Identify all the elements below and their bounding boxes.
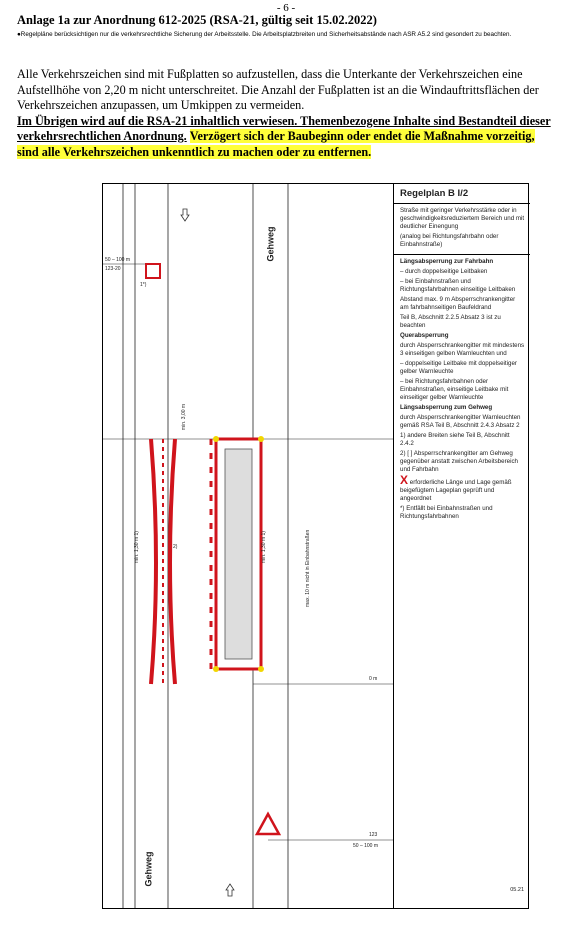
s3-heading: Längsabsperrung zum Gehweg: [400, 404, 493, 411]
s1-distance: Abstand max. 9 m Absperrschrankengitter am fahrbahnseitigen Baufeldrand: [400, 296, 516, 311]
intro-text-2: (analog bei Richtungsfahrbahn oder Einbahnstraße): [400, 233, 499, 248]
label-top-a: 50 – 100 m: [105, 257, 131, 263]
mark-2: 2): [173, 544, 178, 550]
plan-legend: [393, 184, 530, 908]
plan-version: 05.21: [510, 887, 524, 893]
legend-section-1: [394, 255, 530, 526]
gehweg-label-bottom: Gehweg: [143, 851, 154, 887]
page-number: - 6 -: [276, 2, 296, 14]
plan-drawing: [103, 184, 393, 908]
s1-heading: Längsabsperrung zur Fahrbahn: [400, 258, 494, 265]
dim-b: min. 1,30 m 1): [260, 531, 267, 563]
paragraph-signs: Alle Verkehrszeichen sind mit Fußplatten so aufzustellen, dass die Unterkante der Verkehrszeichen eine Aufstellhöhe von 2,20 m nicht unterschreitet. Die Anzahl der Fußplatten ist an die Windauftrittsflächen der Verkehrszeichen anzupassen, um Umkippen zu vermeiden.: [17, 67, 539, 113]
document-heading: Anlage 1a zur Anordnung 612-2025 (RSA-21, gültig seit 15.02.2022): [17, 13, 377, 27]
label-top-b: 123-20: [105, 266, 121, 272]
note-2: 2) [ ] Absperrschrankengitter am Gehweg gegenüber anstatt zwischen Arbeitsbereich und Fahrbahn: [400, 450, 518, 473]
underlined-text: Im Übrigen wird auf die RSA-21 inhaltlich verwiesen. Themenbezogene Inhalte sind Bestandteil dieser verkehrsrechtlichen Anordnung.: [17, 113, 551, 144]
s2-item: – bei Richtungsfahrbahnen oder Einbahnstraßen, einseitige Leitbake mit einseitiger gelber Warnleuchte: [400, 378, 509, 401]
note-4: *) Entfällt bei Einbahnstraßen und Richtungsfahrbahnen: [400, 505, 493, 520]
plan-title: Regelplan B I/2: [394, 184, 530, 204]
intro-text: Straße mit geringer Verkehrsstärke oder in geschwindigkeitsreduziertem Bereich und mit deutlicher Einengung: [400, 207, 525, 230]
dim-c: min. 3,00 m: [181, 403, 188, 431]
label-mid: 0 m: [369, 676, 378, 682]
s3-text: durch Absperrschrankengitter Warnleuchten gemäß RSA Teil B, Abschnitt 2.4.3 Absatz 2: [400, 414, 521, 429]
legend-intro: [394, 204, 530, 255]
s2-item: – doppelseitige Leitbake mit doppelseitiger gelber Warnleuchte: [400, 360, 517, 375]
note-1: 1) andere Breiten siehe Teil B, Abschnitt 2.4.2: [400, 432, 510, 447]
note-3: X erforderliche Länge und Lage gemäß beigefügtem Lageplan geprüft und angeordnet: [400, 473, 512, 502]
red-x-icon: X: [400, 473, 409, 487]
s1-item: – bei Einbahnstraßen und Richtungsfahrbahnen einseitige Leitbaken: [400, 278, 516, 293]
dim-d: max. 10 m nicht in Einbahnstraßen: [305, 529, 311, 607]
gehweg-label-top: Gehweg: [265, 226, 276, 262]
highlighted-text: Verzögert sich der Baubeginn oder endet die Maßnahme vorzeitig, sind alle Verkehrszeichen unkenntlich zu machen oder zu entfernen.: [17, 129, 535, 159]
regelplan-figure: [102, 183, 529, 909]
s1-reference: Teil B, Abschnitt 2.2.5 Absatz 3 ist zu beachten: [400, 314, 501, 329]
label-bottom-a: 123: [369, 832, 378, 838]
paragraph-rsa: [17, 114, 557, 161]
s1-item: – durch doppelseitige Leitbaken: [400, 268, 488, 275]
footnote: ●Regelpläne berücksichtigen nur die verkehrsrechtliche Sicherung der Arbeitsstelle. Die Arbeitsplatzbreiten und Sicherheitsabstände nach ASR A5.2 sind gesondert zu beachten.: [17, 31, 512, 38]
body-text: [17, 67, 557, 161]
label-bottom-b: 50 – 100 m: [353, 843, 379, 849]
dim-a: min. 1,30 m 1): [133, 531, 140, 563]
s2-text: durch Absperrschrankengitter mit mindestens 3 einseitigen gelben Warnleuchten und: [400, 342, 525, 357]
mark-1: 1*): [140, 282, 147, 288]
s2-heading: Querabsperrung: [400, 332, 449, 339]
